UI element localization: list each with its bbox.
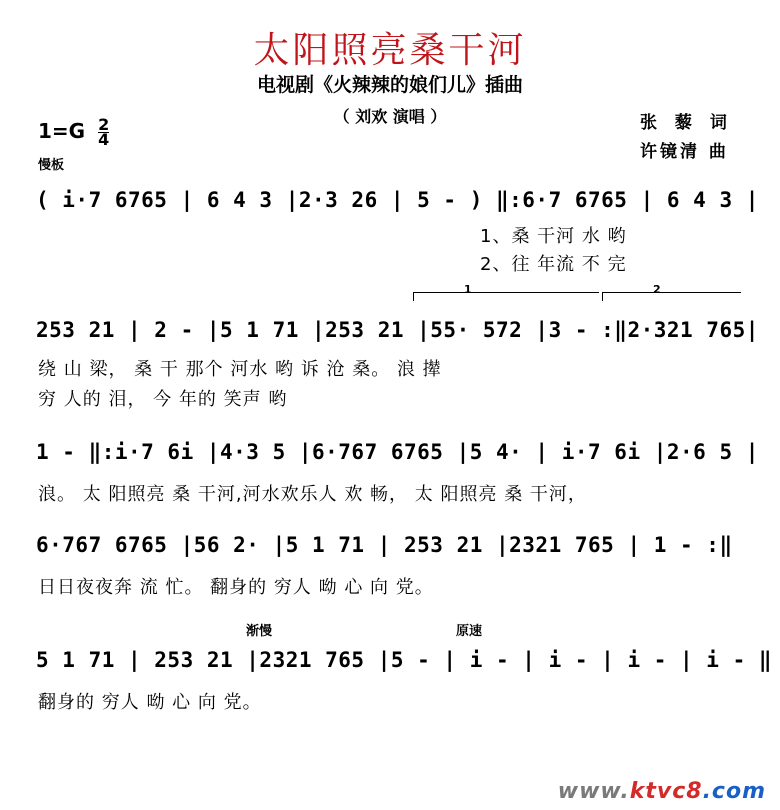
time-signature-bottom: 4 bbox=[98, 130, 110, 149]
ritardando-mark: 渐慢 bbox=[246, 624, 273, 639]
watermark-prefix: www. bbox=[557, 779, 630, 804]
score-line-3: 1 - ‖:i·7 6i |4·3 5 |6·767 6765 |5 4· | i·7 6i |2·6 5 | bbox=[36, 440, 759, 464]
time-signature bbox=[98, 115, 110, 149]
key-label: 1=G bbox=[38, 119, 86, 143]
score-line-5: 5 1 71 | 253 21 |2321 765 |5 - | i - | i - | i - | i - ‖ bbox=[36, 648, 773, 672]
lyric-line-5: 翻身的 穷人 呦 心 向 党。 bbox=[38, 692, 262, 713]
lyric-line-3: 浪。 太 阳照亮 桑 干河,河水欢乐人 欢 畅， 太 阳照亮 桑 干河， bbox=[38, 484, 587, 505]
first-ending-number: 1 bbox=[464, 283, 472, 296]
composer-credit: 许镜清 曲 bbox=[640, 142, 729, 162]
lyric-line-1a: 1、桑 干河 水 哟 bbox=[480, 226, 627, 247]
performer-credit: （ 刘欢 演唱 ） bbox=[333, 107, 447, 126]
first-ending-bracket bbox=[413, 283, 599, 301]
second-ending-bracket bbox=[602, 283, 741, 301]
time-signature-top: 2 bbox=[98, 115, 110, 134]
site-watermark bbox=[558, 779, 766, 804]
lyricist-credit: 张 藜 词 bbox=[640, 113, 733, 133]
lyric-line-4: 日日夜夜奔 流 忙。 翻身的 穷人 呦 心 向 党。 bbox=[38, 577, 434, 598]
lyric-line-2b: 穷 人的 泪， 今 年的 笑声 哟 bbox=[38, 389, 288, 410]
song-subtitle: 电视剧《火辣辣的娘们儿》插曲 bbox=[256, 74, 523, 96]
song-title: 太阳照亮桑干河 bbox=[253, 30, 527, 71]
lyric-line-2a: 绕 山 梁， 桑 干 那个 河水 哟 诉 沧 桑。 浪 撵 bbox=[38, 359, 442, 380]
watermark-suffix: .com bbox=[702, 779, 766, 804]
score-line-4: 6·767 6765 |56 2· |5 1 71 | 253 21 |2321 765 | 1 - :‖ bbox=[36, 533, 733, 557]
key-signature bbox=[38, 115, 110, 149]
a-tempo-mark: 原速 bbox=[456, 624, 483, 639]
tempo-marking: 慢板 bbox=[38, 158, 65, 173]
lyric-line-1b: 2、往 年流 不 完 bbox=[480, 254, 627, 275]
second-ending-number: 2 bbox=[653, 283, 661, 296]
watermark-name: ktvc8 bbox=[629, 779, 703, 804]
score-line-1: ( i·7 6765 | 6 4 3 |2·3 26 | 5 - ) ‖:6·7 6765 | 6 4 3 | bbox=[36, 188, 759, 212]
score-line-2: 253 21 | 2 - |5 1 71 |253 21 |55· 572 |3 - :‖2·321 765| bbox=[36, 318, 759, 342]
